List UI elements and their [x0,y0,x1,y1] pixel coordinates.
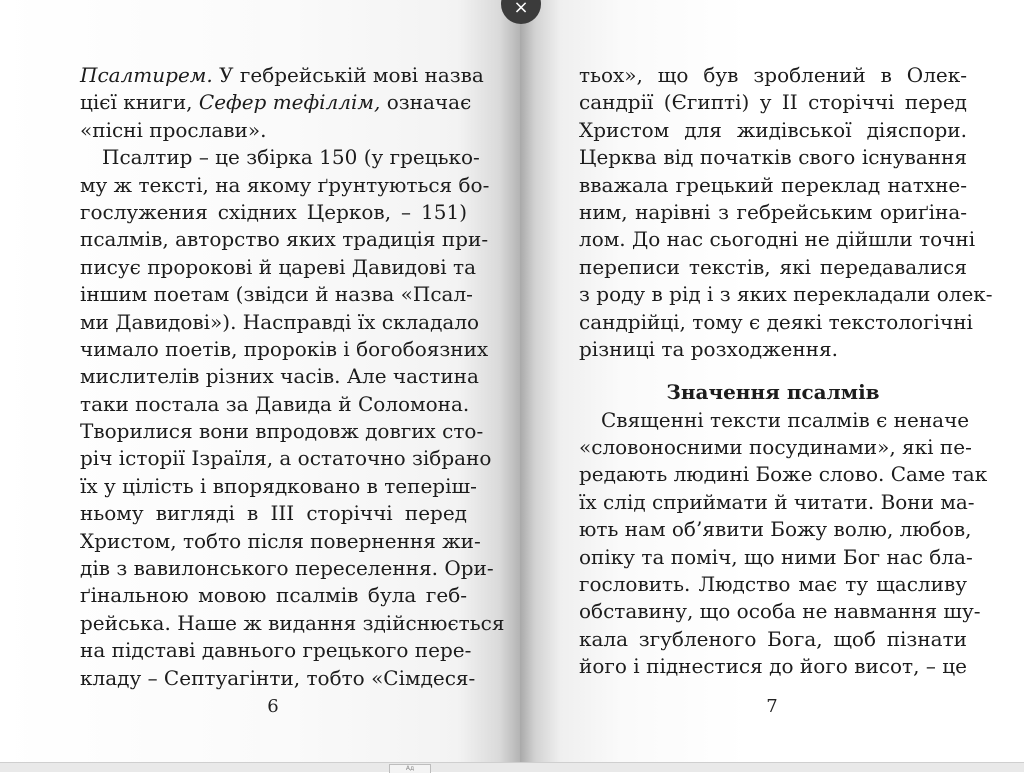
text-segment: їх слід сприймати й читати. Вони ма- [579,489,975,514]
text-segment: рейська. Наше ж видання здійснюється [80,610,505,635]
text-line [80,418,484,445]
text-segment: Церква від початків свого існування [579,145,967,170]
left-page-number: 6 [267,696,279,717]
text-segment: Христом, тобто після повернення жи- [80,528,481,553]
text-line [80,610,505,637]
text-segment: гословить. Людство має ту щасливу [579,572,967,597]
text-line [579,434,972,461]
text-segment: Псалтир – це збірка 150 (у грецько- [102,145,480,170]
text-line [579,89,967,116]
text-line [80,172,490,199]
text-segment: «словоносними посудинами», які пе- [579,435,972,460]
text-segment: з роду в рід і з яких перекладали олек- [579,282,993,307]
text-segment: опіку та поміч, що ними Бог нас бла- [579,544,973,569]
text-line [579,62,967,89]
text-line [80,528,481,555]
text-line [579,254,967,281]
text-line [579,516,972,543]
text-segment: Творилися вони впродовж довгих сто- [80,419,484,444]
italic-term: Псалтирем. [80,63,213,87]
text-segment: переписи текстів, які передавалися [579,254,967,279]
text-segment: псалмів, авторство яких традиція при- [80,227,489,252]
text-line [80,473,477,500]
text-segment: їх у цілість і впорядковано в теперіш- [80,473,477,498]
text-line [80,391,470,418]
text-line [80,199,467,226]
section-heading [579,379,967,406]
text-segment: писує пророкові й цареві Давидові та [80,254,477,279]
text-segment: тьох», що був зроблений в Олек- [579,63,967,87]
text-line [579,544,973,571]
text-segment: означає [380,90,472,115]
text-segment: ним, нарівні з гебрейським ориґіна- [579,199,967,224]
text-segment: таки постала за Давида й Соломона. [80,391,470,416]
text-segment: Христом для жидівської діяспори. [579,117,967,142]
text-segment: сандрії (Єгипті) у II сторіччі перед [579,90,967,115]
text-segment: ми Давидові»). Насправді їх складало [80,309,480,334]
text-line [80,500,467,527]
italic-term: Сефер тефіллім, [198,90,381,115]
text-segment: вважала грецький переклад натхне- [579,172,967,197]
right-page [520,0,1024,762]
text-segment: обставину, що особа не навмання шу- [579,599,981,624]
text-line [80,62,484,89]
close-icon: × [513,0,529,18]
text-line [80,665,476,692]
text-segment: цієї книги, [80,90,199,115]
text-line [579,571,967,598]
paragraph-gap [579,363,967,379]
text-segment: Священні тексти псалмів є неначе [601,407,970,432]
text-line [80,555,494,582]
right-page-text [579,62,993,681]
text-line [579,489,975,516]
text-segment: гослужения східних Церков, – 151) [80,199,467,224]
left-page-text [80,62,505,692]
text-segment: лом. До нас сьогодні не дійшли точні [579,227,976,252]
text-line [80,144,480,171]
text-line [80,637,472,664]
text-segment: кала згубленого Бога, щоб пізнати [579,626,967,651]
text-line [80,363,479,390]
text-segment: різниці та розходження. [579,336,838,361]
text-line [80,117,467,144]
bottom-bar [0,762,1024,772]
text-line [579,199,967,226]
text-line [80,226,489,253]
text-line [579,172,967,199]
text-segment: У гебрейській мові назва [212,63,484,87]
text-line [80,254,477,281]
text-segment: його і піднестися до його висот, – це [579,654,967,679]
text-segment: річ історії Ізраїля, а остаточно зібрано [80,446,492,471]
text-segment: Значення псалмів [666,380,880,405]
text-segment: ньому вигляді в III сторіччі перед [80,501,467,526]
right-page-number: 7 [766,696,778,717]
text-line [80,582,467,609]
text-segment: редають людині Боже слово. Саме так [579,462,988,487]
text-segment: дів з вавилонського переселення. Ори- [80,556,494,581]
bottom-tab[interactable]: Ад [389,764,431,773]
text-segment: му ж тексті, на якому ґрунтуються бо- [80,172,490,197]
text-line [579,461,988,488]
text-line [579,653,967,680]
text-line [80,445,492,472]
text-segment: кладу – Септуагінти, тобто «Сімдеся- [80,665,476,690]
text-line [579,144,967,171]
text-line [579,309,973,336]
text-line [579,226,976,253]
text-segment: мислителів різних часів. Але частина [80,364,479,389]
text-segment: ють нам об’явити Божу волю, любов, [579,517,972,542]
text-line [80,336,489,363]
text-segment: на підставі давнього грецького пере- [80,638,472,663]
text-line [579,626,967,653]
text-line [579,336,967,363]
text-segment: чимало поетів, пророків і богобоязних [80,336,489,361]
text-line [579,117,967,144]
text-line [80,89,472,116]
text-segment: ґінальною мовою псалмів була геб- [80,583,467,608]
text-line [579,407,970,434]
text-line [80,281,473,308]
text-segment: «пісні прослави». [80,117,267,142]
text-segment: іншим поетам (звідси й назва «Псал- [80,282,473,307]
text-segment: сандрійці, тому є деякі текстологічні [579,309,973,334]
text-line [579,598,981,625]
text-line [80,309,480,336]
text-line [579,281,993,308]
